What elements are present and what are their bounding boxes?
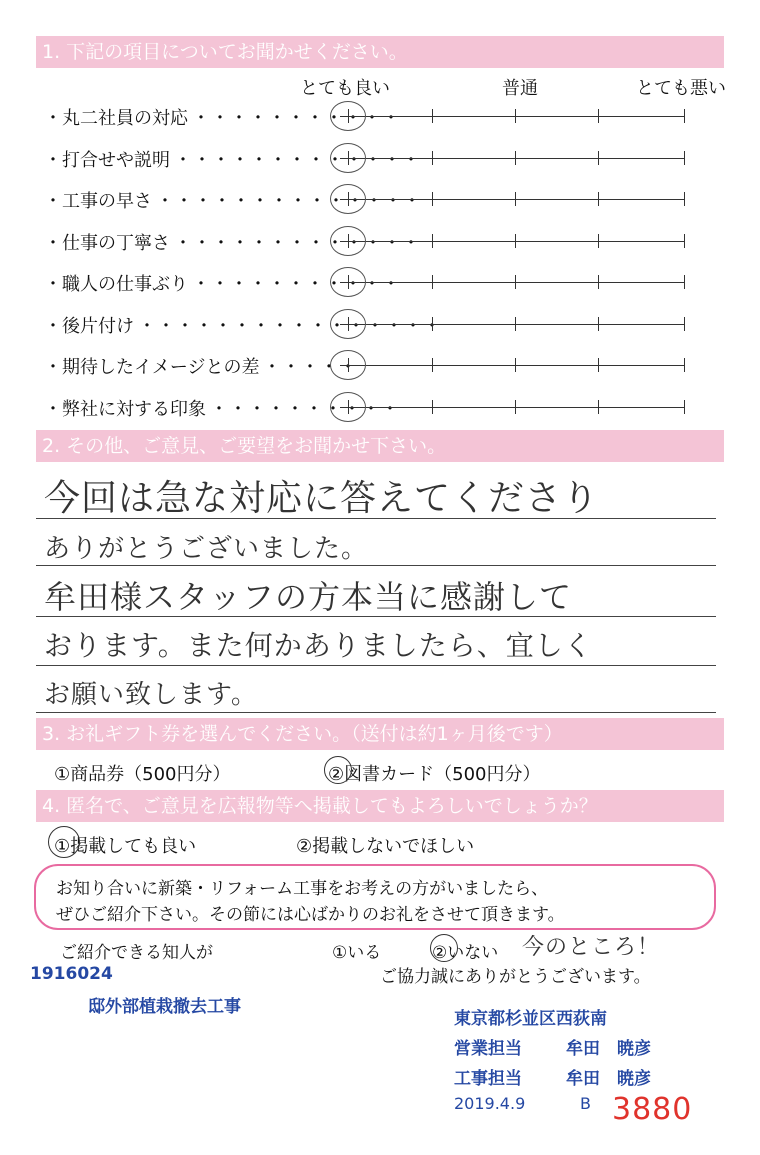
rating-tick-2[interactable] bbox=[432, 151, 433, 165]
rating-tick-2[interactable] bbox=[432, 400, 433, 414]
comment-line-2: ありがとうございました。 bbox=[44, 534, 369, 564]
comment-line-1: 今回は急な対応に答えてくださり bbox=[44, 478, 600, 519]
rating-tick-4[interactable] bbox=[598, 275, 599, 289]
customer-code: 1916024 bbox=[30, 964, 113, 984]
work-label: 工事担当 bbox=[454, 1069, 522, 1089]
rating-tick-5[interactable] bbox=[684, 151, 685, 165]
rating-tick-4[interactable] bbox=[598, 192, 599, 206]
rating-tick-4[interactable] bbox=[598, 317, 599, 331]
gift-option-1[interactable]: ①商品券（500円分） bbox=[54, 764, 231, 785]
rating-item-label: ・職人の仕事ぶり bbox=[44, 274, 188, 295]
rating-tick-2[interactable] bbox=[432, 358, 433, 372]
address: 東京都杉並区西荻南 bbox=[454, 1009, 607, 1029]
rating-tick-3[interactable] bbox=[515, 234, 516, 248]
referral-handwritten-note: 今のところ！ bbox=[522, 935, 661, 960]
publish-option-1[interactable]: ①掲載しても良い bbox=[54, 836, 197, 857]
leader-dots: ・・・・・・・・・・・・・ bbox=[174, 149, 421, 171]
date: 2019.4.9 bbox=[454, 1094, 526, 1113]
rating-scale-line bbox=[340, 282, 685, 283]
leader-dots: ・・・・・ bbox=[263, 357, 358, 378]
rating-scale-line bbox=[340, 324, 685, 325]
rating-tick-5[interactable] bbox=[684, 400, 685, 414]
referral-option-1[interactable]: ①いる bbox=[332, 943, 382, 963]
rating-tick-4[interactable] bbox=[598, 109, 599, 123]
referral-box-line-1: お知り合いに新築・リフォーム工事をお考えの方がいましたら、 bbox=[56, 879, 549, 899]
comment-line-3: 牟田様スタッフの方本当に感謝して bbox=[44, 578, 573, 616]
leader-dots: ・・・・・・・・・・ bbox=[210, 398, 400, 420]
ruled-line bbox=[36, 665, 716, 666]
rating-item-label: ・仕事の丁寧さ bbox=[44, 232, 170, 254]
rating-item-label: ・丸二社員の対応 bbox=[44, 108, 188, 129]
rating-tick-2[interactable] bbox=[432, 109, 433, 123]
rating-item-label: ・弊社に対する印象 bbox=[44, 398, 206, 420]
publish-option-2[interactable]: ②掲載しないでほしい bbox=[296, 836, 475, 857]
rating-scale-line bbox=[340, 365, 685, 366]
project-name: 邸外部植栽撤去工事 bbox=[88, 997, 241, 1017]
rating-tick-5[interactable] bbox=[684, 109, 685, 123]
rating-item-label: ・後片付け bbox=[44, 315, 134, 337]
rating-tick-3[interactable] bbox=[515, 109, 516, 123]
rating-selected-circle bbox=[330, 309, 366, 339]
referral-question: ご紹介できる知人が bbox=[60, 943, 213, 963]
rating-item-label: ・打合せや説明 bbox=[44, 149, 170, 171]
sales-name: 牟田 暁彦 bbox=[566, 1039, 651, 1059]
rating-tick-2[interactable] bbox=[432, 192, 433, 206]
section-3-header: 3. お礼ギフト券を選んでください。（送付は約1ヶ月後です） bbox=[36, 718, 724, 750]
section-2-header: 2. その他、ご意見、ご要望をお聞かせ下さい。 bbox=[36, 430, 724, 462]
scale-label-normal: 普通 bbox=[502, 78, 538, 99]
section-1-header: 1. 下記の項目についてお聞かせください。 bbox=[36, 36, 724, 68]
comment-line-4: おります。また何かありましたら、宜しく bbox=[44, 629, 593, 662]
rating-tick-3[interactable] bbox=[515, 151, 516, 165]
rating-tick-3[interactable] bbox=[515, 275, 516, 289]
thanks-text: ご協力誠にありがとうございます。 bbox=[380, 967, 651, 987]
rating-selected-circle bbox=[330, 392, 366, 422]
rating-tick-3[interactable] bbox=[515, 192, 516, 206]
scale-label-bad: とても悪い bbox=[636, 78, 726, 99]
ruled-line bbox=[36, 712, 716, 713]
referral-option-2[interactable]: ②いない bbox=[432, 943, 499, 963]
rating-selected-circle bbox=[330, 350, 366, 380]
rating-selected-circle bbox=[330, 267, 366, 297]
rating-tick-5[interactable] bbox=[684, 192, 685, 206]
gift-selected-circle bbox=[324, 756, 352, 784]
scale-label-good: とても良い bbox=[300, 78, 390, 99]
rating-scale-line bbox=[340, 116, 685, 117]
rating-tick-3[interactable] bbox=[515, 317, 516, 331]
ruled-line bbox=[36, 565, 716, 566]
gift-option-2[interactable]: ②図書カード（500円分） bbox=[328, 764, 541, 785]
comment-line-5: お願い致します。 bbox=[44, 680, 258, 710]
rating-tick-4[interactable] bbox=[598, 234, 599, 248]
rating-item-label: ・工事の早さ bbox=[44, 191, 152, 212]
rating-selected-circle bbox=[330, 101, 366, 131]
red-handwritten-number: 3880 bbox=[612, 1092, 693, 1127]
rating-tick-5[interactable] bbox=[684, 317, 685, 331]
referral-box-line-2: ぜひご紹介下さい。その節には心ばかりのお礼をさせて頂きます。 bbox=[56, 905, 565, 925]
rating-tick-2[interactable] bbox=[432, 234, 433, 248]
rating-tick-2[interactable] bbox=[432, 275, 433, 289]
rating-scale-line bbox=[340, 199, 685, 200]
work-name: 牟田 暁彦 bbox=[566, 1069, 651, 1089]
leader-dots: ・・・・・・・・・・・・・ bbox=[174, 232, 421, 254]
rating-tick-4[interactable] bbox=[598, 151, 599, 165]
rating-tick-4[interactable] bbox=[598, 400, 599, 414]
rating-tick-3[interactable] bbox=[515, 358, 516, 372]
rating-scale-line bbox=[340, 407, 685, 408]
rating-tick-2[interactable] bbox=[432, 317, 433, 331]
grade: B bbox=[580, 1094, 591, 1113]
rating-selected-circle bbox=[330, 184, 366, 214]
leader-dots: ・・・・・・・・・・・・・・・・ bbox=[138, 315, 442, 337]
rating-tick-3[interactable] bbox=[515, 400, 516, 414]
leader-dots: ・・・・・・・・・・・ bbox=[192, 274, 401, 295]
referral-selected-circle bbox=[430, 934, 458, 962]
rating-tick-5[interactable] bbox=[684, 275, 685, 289]
rating-selected-circle bbox=[330, 226, 366, 256]
leader-dots: ・・・・・・・・・・・・・・ bbox=[156, 191, 422, 212]
leader-dots: ・・・・・・・・・・・ bbox=[192, 108, 401, 129]
rating-tick-5[interactable] bbox=[684, 358, 685, 372]
rating-tick-4[interactable] bbox=[598, 358, 599, 372]
publish-selected-circle bbox=[48, 826, 80, 858]
rating-selected-circle bbox=[330, 143, 366, 173]
rating-item-label: ・期待したイメージとの差 bbox=[44, 357, 260, 378]
rating-scale-line bbox=[340, 158, 685, 159]
rating-scale-line bbox=[340, 241, 685, 242]
rating-tick-5[interactable] bbox=[684, 234, 685, 248]
section-4-header: 4. 匿名で、ご意見を広報物等へ掲載してもよろしいでしょうか？ bbox=[36, 790, 724, 822]
sales-label: 営業担当 bbox=[454, 1039, 522, 1059]
